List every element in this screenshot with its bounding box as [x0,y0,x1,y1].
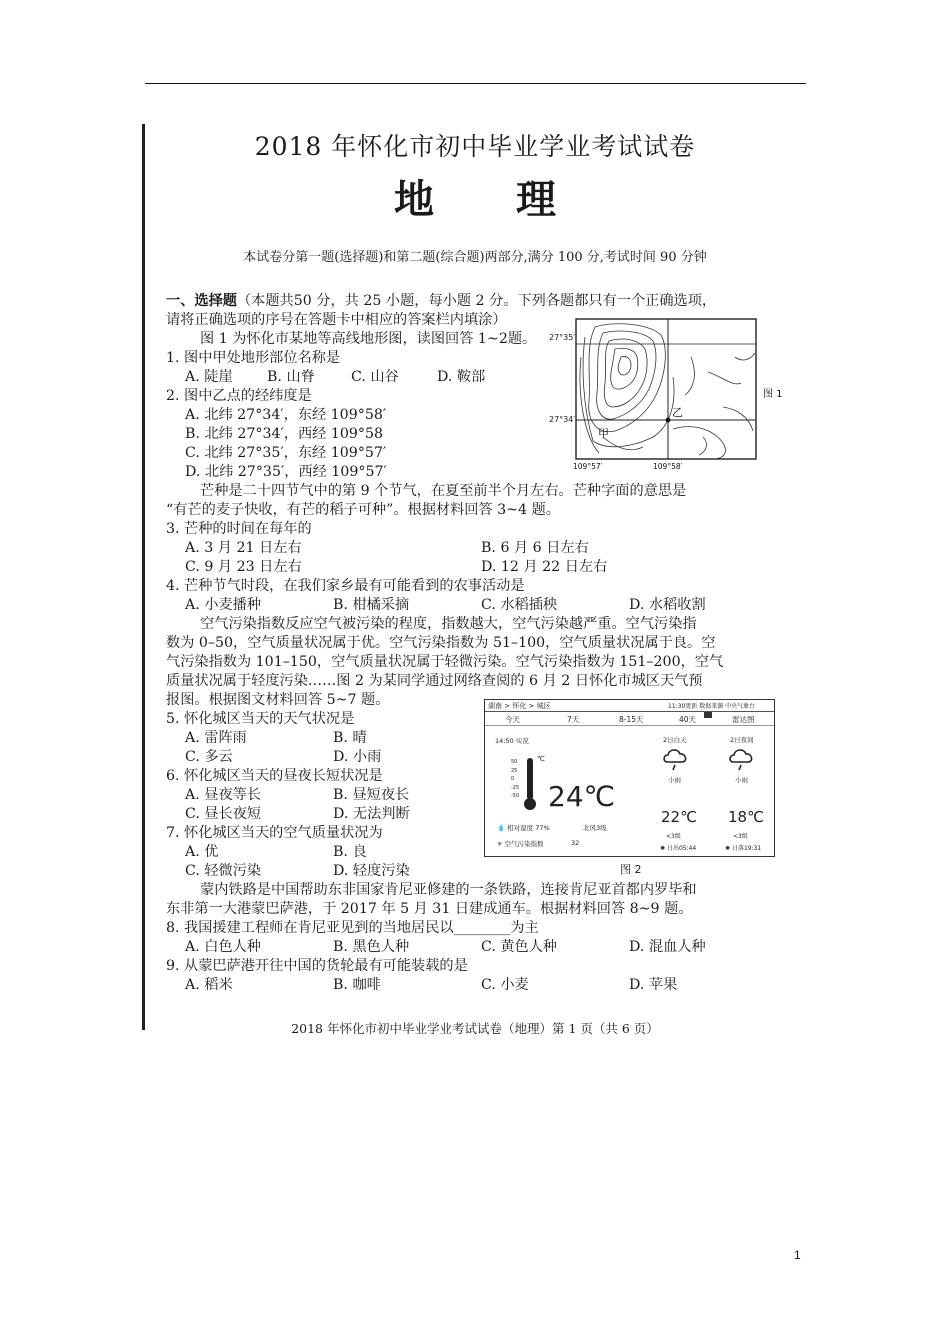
material1-line2: “有芒的麦子快收，有芒的稻子可种”。根据材料回答 3~4 题。 [166,502,560,518]
thermometer-icon [523,756,537,812]
weather-tab-today[interactable]: 今天 [505,715,520,724]
section-heading-rest: （本题共50 分，共 25 小题，每小题 2 分。下列各题都只有一个正确选项， [236,293,717,309]
fig1-lon-left: 109°57′ [573,462,603,471]
weather-tab-7day[interactable]: 7天 [567,715,580,724]
q6-option-a: A. 昼夜等长 [185,787,262,803]
sunrise-value: 日出05:44 [666,845,697,852]
scale-m50: -50 [511,793,520,799]
q4-option-d: D. 水稻收割 [629,597,706,613]
day-label: 2日白天 [663,736,687,744]
fig1-lon-right: 109°58′ [653,462,683,471]
material2-line2: 数为 0–50，空气质量状况属于优。空气污染指数为 51–100，空气质量状况属于良。空 [166,635,716,651]
aqi-value: 32 [571,839,580,847]
q5-option-a: A. 雷阵雨 [185,730,247,746]
material2-line5: 报图。根据图文材料回答 5~7 题。 [166,692,390,708]
thermometer-scale [511,758,519,801]
page-number: 1 [794,1248,801,1262]
q9-option-b: B. 咖啡 [333,977,381,993]
weather-tab-40day[interactable]: 40天 [679,715,697,724]
material3-line2: 东非第一大港蒙巴萨港，于 2017 年 5 月 31 日建成通车。根据材料回答 8~9 题。 [166,901,693,917]
wind-value: 北风3级 [583,824,607,832]
exam-intro: 本试卷分第一题(选择题)和第二题(综合题)两部分,满分 100 分,考试时间 90 分钟 [243,250,707,265]
q8-option-d: D. 混血人种 [629,939,706,955]
q8-stem: 8. 我国援建工程师在肯尼亚见到的当地居民以________为主 [166,920,539,936]
night-weather: 小雨 [735,776,748,784]
q6-option-b: B. 昼短夜长 [333,787,410,803]
fig1-label-yi: 乙 [672,406,683,419]
q8-option-a: A. 白色人种 [185,939,262,955]
night-rain-cloud-icon [727,746,757,772]
material2-line1: 空气污染指数反应空气被污染的程度，指数越大，空气污染越严重。空气污染指 [200,616,697,632]
q5-option-c: C. 多云 [185,749,233,765]
q3-option-a: A. 3 月 21 日左右 [185,540,302,556]
q3-option-b: B. 6 月 6 日左右 [481,540,589,556]
new-badge-icon [704,712,712,718]
q4-option-b: B. 柑橘采摘 [333,597,410,613]
sunset-row [725,843,761,852]
fig1-lat-top-label: 27°35′ [549,333,576,342]
q4-option-a: A. 小麦播种 [185,597,262,613]
aqi-icon: ✳ [497,840,503,848]
q4-stem: 4. 芒种节气时段，在我们家乡最有可能看到的农事活动是 [166,578,525,594]
weather-tab-radar[interactable]: 雷达图 [732,715,755,724]
day-wind: <3级 [666,833,681,840]
top-rule [145,83,806,84]
day-temperature: 22℃ [661,808,697,826]
q1-option-d: D. 鞍部 [437,369,486,385]
q3-option-c: C. 9 月 23 日左右 [185,559,302,575]
material2-line4: 质量状况属于轻度污染……图 2 为某同学通过网络查阅的 6 月 2 日怀化市城区天气预 [166,673,703,689]
fig1-label-jia: 甲 [598,427,609,440]
q6-stem: 6. 怀化城区当天的昼夜长短状况是 [166,768,383,784]
q9-option-a: A. 稻米 [185,977,233,993]
q9-option-d: D. 苹果 [629,977,678,993]
material1-line1: 芒种是二十四节气中的第 9 个节气，在夏至前半个月左右。芒种字面的意思是 [200,483,687,499]
fig1-intro: 图 1 为怀化市某地等高线地形图，读图回答 1~2题。 [200,331,537,347]
q7-option-c: C. 轻微污染 [185,863,262,879]
aqi-row [497,839,544,848]
fig2-caption: 图 2 [620,863,642,876]
weather-tab-15day[interactable]: 8-15天 [619,715,644,724]
section-heading [166,292,716,311]
weather-updated: 11:30更新 数据来源 中央气象台 [668,703,756,710]
material3-line1: 蒙内铁路是中国帮助东非国家肯尼亚修建的一条铁路，连接肯尼亚首都内罗毕和 [200,882,697,898]
sunrise-icon: ✺ [660,845,666,852]
q7-stem: 7. 怀化城区当天的空气质量状况为 [166,825,383,841]
scale-50: 50 [511,759,518,765]
q2-option-a: A. 北纬 27°34′，东经 109°58′ [185,407,387,423]
aqi-label: 空气污染指数 [504,840,544,848]
q7-option-b: B. 良 [333,844,367,860]
q9-stem: 9. 从蒙巴萨港开往中国的货轮最有可能装载的是 [166,958,468,974]
scale-0: 0 [511,776,515,782]
q2-option-b: B. 北纬 27°34′，西经 109°58 [185,426,384,442]
night-temperature: 18℃ [728,808,764,826]
q3-stem: 3. 芒种的时间在每年的 [166,521,312,537]
sunrise-row [660,843,696,852]
q8-option-b: B. 黑色人种 [333,939,410,955]
current-temperature: 24℃ [548,780,616,813]
q6-option-c: C. 昼长夜短 [185,806,262,822]
scale-m25: -25 [511,784,520,791]
live-label: 14:50 实况 [495,737,529,745]
q3-option-d: D. 12 月 22 日左右 [481,559,608,575]
day-rain-cloud-icon [661,746,691,772]
q1-stem: 1. 图中甲处地形部位名称是 [166,350,341,366]
day-weather: 小雨 [668,776,681,784]
q9-option-c: C. 小麦 [481,977,529,993]
sunset-value: 日落19:31 [731,845,762,852]
q5-stem: 5. 怀化城区当天的天气状况是 [166,711,355,727]
material2-line3: 气污染指数为 101–150，空气质量状况属于轻微污染。空气污染指数为 151–200，空气 [166,654,724,670]
q2-option-d: D. 北纬 27°35′，西经 109°57′ [185,464,387,480]
weather-tab-divider [485,725,774,726]
q6-option-d: D. 无法判断 [333,806,410,822]
night-label: 2日夜间 [730,736,754,744]
exam-title: 2018 年怀化市初中毕业学业考试试卷 [254,132,696,161]
q2-stem: 2. 图中乙点的经纬度是 [166,388,312,404]
scale-25: 25 [511,767,518,774]
q1-option-c: C. 山谷 [351,369,399,385]
q5-option-d: D. 小雨 [333,749,382,765]
subject-title: 地 理 [394,176,590,223]
q7-option-a: A. 优 [185,844,219,860]
section-heading-line2: 请将正确选项的序号在答题卡中相应的答案栏内填涂） [166,312,507,328]
q1-option-a: A. 陡崖 [185,369,233,385]
fig1-caption: 图 1 [763,389,783,400]
q1-option-b: B. 山脊 [267,369,315,385]
sunset-icon: ✺ [725,845,731,852]
humidity-row [497,823,550,832]
humidity-value: 相对湿度 77% [507,824,550,832]
section-heading-label: 一、选择题 [166,293,237,309]
night-wind: <3级 [733,833,748,840]
q5-option-b: B. 晴 [333,730,367,746]
figure2-weather-panel [484,699,775,857]
q7-option-d: D. 轻度污染 [333,863,410,879]
weather-breadcrumb: 湖南 > 怀化 > 城区 [488,702,551,710]
figure1-contour-map [573,317,805,474]
page-footer: 2018 年怀化市初中毕业学业考试试卷（地理）第 1 页（共 6 页） [291,1021,659,1036]
q8-option-c: C. 黄色人种 [481,939,558,955]
weather-divider [485,711,774,712]
fig1-lat-mid-label: 27°34′ [549,415,576,424]
temp-unit: ℃ [537,755,545,763]
q2-option-c: C. 北纬 27°35′，东经 109°57′ [185,445,387,461]
humidity-icon: 💧 [497,824,506,832]
q4-option-c: C. 水稻插秧 [481,597,558,613]
